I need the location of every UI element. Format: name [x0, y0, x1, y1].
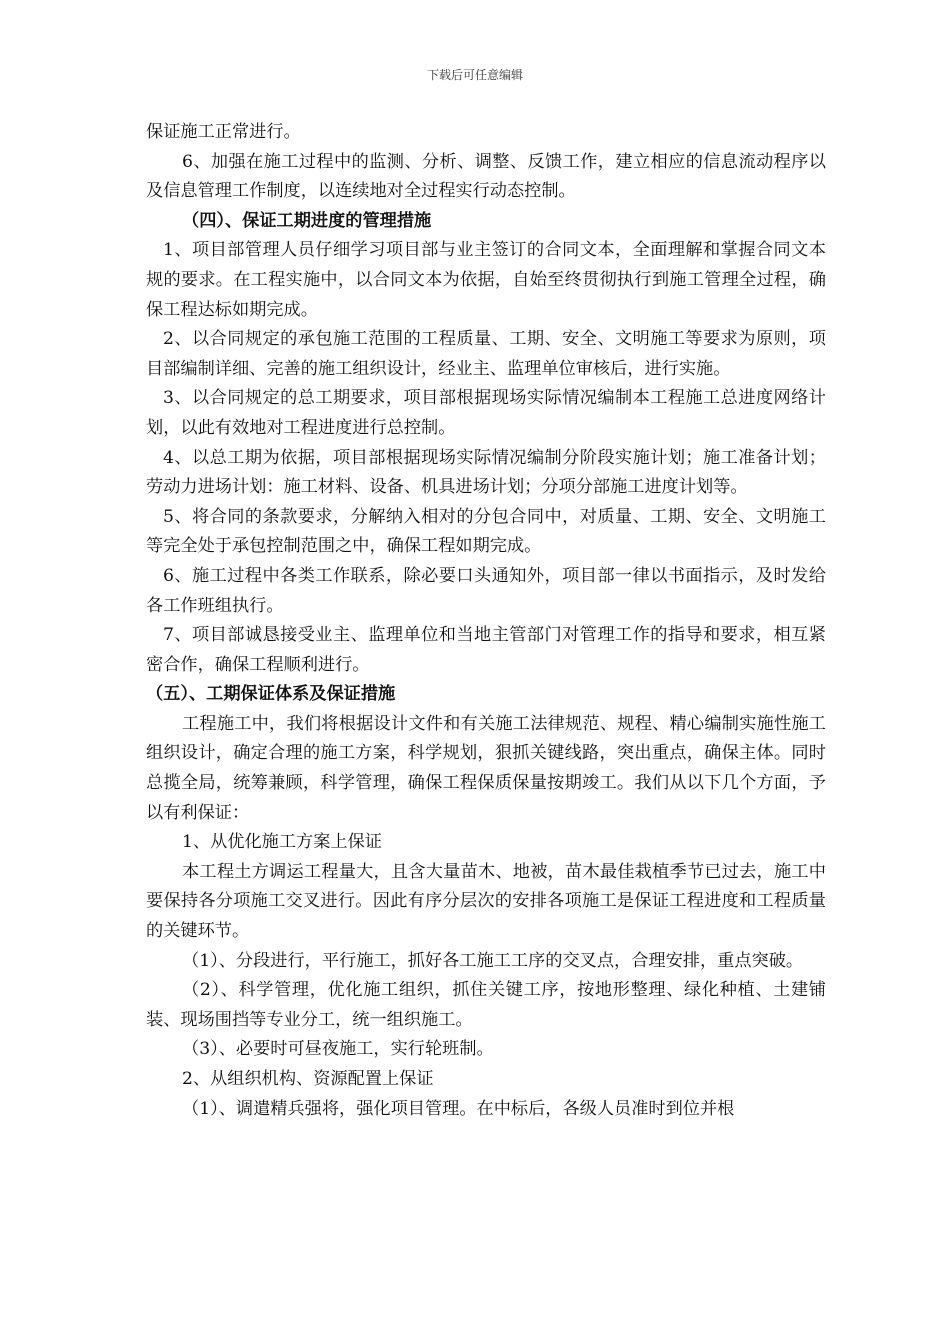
paragraph: （2）、科学管理，优化施工组织，抓住关键工序，按地形整理、绿化种植、土建铺装、现场围挡等专业分工，统一组织施工。	[146, 980, 826, 1030]
paragraph: 5、将合同的条款要求，分解纳入相对的分包合同中，对质量、工期、安全、文明施工等完全处于承包控制范围之中，确保工程如期完成。	[146, 506, 826, 557]
paragraph: 2、以合同规定的承包施工范围的工程质量、工期、安全、文明施工等要求为原则，项目部编制详细、完善的施工组织设计，经业主、监理单位审核后，进行实施。	[146, 329, 826, 379]
paragraph: 2、从组织机构、资源配置上保证	[182, 1069, 434, 1089]
paragraph: 3、以合同规定的总工期要求，项目部根据现场实际情况编制本工程施工总进度网络计划，以此有效地对工程进度进行总控制。	[146, 388, 826, 438]
section-heading: （五）、工期保证体系及保证措施	[146, 684, 396, 705]
page-header: 下载后可任意编辑	[426, 68, 523, 82]
paragraph: 保证施工正常进行。	[146, 122, 301, 142]
paragraph: 4、以总工期为依据，项目部根据现场实际情况编制分阶段实施计划；施工准备计划；劳动力进场计划：施工材料、设备、机具进场计划；分项分部施工进度计划等。	[146, 447, 826, 498]
section-heading: （四）、保证工期进度的管理措施	[182, 210, 432, 231]
paragraph: 7、项目部诚恳接受业主、监理单位和当地主管部门对管理工作的指导和要求，相互紧密合作，确保工程顺利进行。	[146, 625, 826, 675]
paragraph: 6、施工过程中各类工作联系，除必要口头通知外，项目部一律以书面指示，及时发给各工作班组执行。	[146, 565, 826, 616]
paragraph: （1）、调遣精兵强将，强化项目管理。在中标后，各级人员准时到位并根	[182, 1098, 735, 1119]
paragraph: 工程施工中，我们将根据设计文件和有关施工法律规范、规程、精心编制实施性施工组织设计，确定合理的施工方案，科学规划，狠抓关键线路，突出重点，确保主体。同时总揽全局，统筹兼顾，科学管理，确保工程保质保量按期竣工。我们从以下几个方面，予以有利保证：	[146, 713, 826, 823]
paragraph: 1、从优化施工方案上保证	[182, 832, 382, 853]
paragraph: （3）、必要时可昼夜施工，实行轮班制。	[182, 1039, 494, 1060]
paragraph: 本工程土方调运工程量大，且含大量苗木、地被，苗木最佳栽植季节已过去，施工中要保持各分项施工交叉进行。因此有序分层次的安排各项施工是保证工程进度和工程质量的关键环节。	[146, 861, 826, 942]
paragraph: 6、加强在施工过程中的监测、分析、调整、反馈工作，建立相应的信息流动程序以及信息管理工作制度，以连续地对全过程实行动态控制。	[146, 151, 826, 202]
paragraph: 1、项目部管理人员仔细学习项目部与业主签订的合同文本，全面理解和掌握合同文本规的要求。在工程实施中，以合同文本为依据，自始至终贯彻执行到施工管理全过程，确保工程达标如期完成。	[146, 240, 826, 320]
document-body	[146, 118, 826, 1124]
paragraph: （1）、分段进行，平行施工，抓好各工施工工序的交叉点，合理安排，重点突破。	[182, 950, 804, 971]
